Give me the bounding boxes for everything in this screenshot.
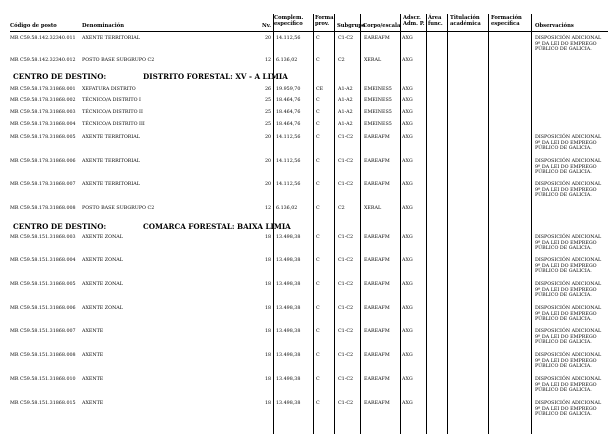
- cell-code: MR C59.58.142.32340.011: [10, 36, 76, 41]
- header-complemento: Complem. específico: [274, 15, 304, 27]
- cell-fp: CE: [316, 87, 324, 92]
- cell-den: AXENTE TERRITORIAL: [82, 135, 140, 140]
- cell-comp: 13.498,38: [276, 282, 301, 287]
- column-divider: [400, 14, 401, 434]
- cell-den: AXENTE: [82, 377, 104, 382]
- cell-fp: C: [316, 110, 320, 115]
- cell-corpo: EMEINES5: [364, 110, 392, 115]
- cell-nv: 12: [265, 58, 272, 63]
- cell-adscr: AXG: [402, 98, 413, 103]
- cell-obs: DISPOSICIÓN ADICIONAL 9ª DA LEI DO EMPREGO PÚBLICO DE GALICIA.: [535, 329, 602, 346]
- cell-obs: DISPOSICIÓN ADICIONAL 9ª DA LEI DO EMPREGO PÚBLICO DE GALICIA.: [535, 306, 602, 323]
- cell-fp: C: [316, 258, 320, 263]
- cell-code: MR C59.58.178.31868.006: [10, 159, 76, 164]
- cell-den: XEFATURA DISTRITO: [82, 87, 136, 92]
- cell-adscr: AXG: [402, 306, 413, 311]
- header-area: Área func.: [428, 15, 443, 27]
- cell-code: MR C59.58.151.31868.015: [10, 401, 76, 406]
- cell-nv: 25: [265, 110, 272, 115]
- cell-obs: DISPOSICIÓN ADICIONAL 9ª DA LEI DO EMPREGO PÚBLICO DE GALICIA.: [535, 353, 602, 370]
- cell-obs: DISPOSICIÓN ADICIONAL 9ª DA LEI DO EMPREGO PÚBLICO DE GALICIA.: [535, 135, 602, 152]
- column-divider: [426, 14, 427, 434]
- cell-code: MR C59.58.151.31868.008: [10, 353, 76, 358]
- cell-corpo: EMEINES5: [364, 98, 392, 103]
- section-heading: [13, 222, 291, 231]
- cell-code: MR C59.58.178.31868.004: [10, 122, 76, 127]
- cell-adscr: AXG: [402, 329, 413, 334]
- header-nivel: Nv.: [262, 23, 272, 29]
- table-row: [10, 135, 608, 152]
- cell-nv: 18: [265, 258, 272, 263]
- cell-code: MR C59.58.178.31868.005: [10, 135, 76, 140]
- cell-den: POSTO BASE SUBGRUPO C2: [82, 58, 155, 63]
- cell-comp: 18.464,76: [276, 122, 301, 127]
- cell-code: MR C59.58.151.31868.003: [10, 235, 76, 240]
- header-forma: Forma prov.: [315, 15, 334, 27]
- cell-fp: C: [316, 58, 320, 63]
- cell-code: MR C59.58.151.31868.007: [10, 329, 76, 334]
- cell-corpo: EAREAFM: [364, 36, 390, 41]
- cell-comp: 6.136,02: [276, 58, 298, 63]
- column-divider: [447, 14, 448, 434]
- cell-sub: C1-C2: [338, 36, 354, 41]
- table-row: [10, 98, 608, 110]
- cell-adscr: AXG: [402, 36, 413, 41]
- header-titulacion: Titulación académica: [450, 15, 481, 27]
- cell-fp: C: [316, 36, 320, 41]
- table-header: [10, 12, 608, 32]
- table-row: [10, 282, 608, 299]
- cell-fp: C: [316, 329, 320, 334]
- cell-nv: 18: [265, 401, 272, 406]
- cell-code: MR C59.58.178.31868.001: [10, 87, 76, 92]
- cell-comp: 14.112,56: [276, 159, 301, 164]
- cell-sub: A1-A2: [338, 122, 353, 127]
- cell-sub: C1-C2: [338, 135, 354, 140]
- cell-comp: 13.498,38: [276, 306, 301, 311]
- cell-obs: DISPOSICIÓN ADICIONAL 9ª DA LEI DO EMPREGO PÚBLICO DE GALICIA.: [535, 401, 602, 418]
- cell-corpo: EAREAFM: [364, 182, 390, 187]
- cell-code: MR C59.58.151.31868.006: [10, 306, 76, 311]
- section-heading: [13, 72, 288, 81]
- column-divider: [360, 14, 361, 434]
- cell-nv: 20: [265, 36, 272, 41]
- cell-adscr: AXG: [402, 182, 413, 187]
- cell-corpo: EAREAFM: [364, 135, 390, 140]
- cell-corpo: EAREAFM: [364, 258, 390, 263]
- cell-comp: 14.112,56: [276, 182, 301, 187]
- table-row: [10, 401, 608, 418]
- table-row: [10, 306, 608, 323]
- cell-fp: C: [316, 282, 320, 287]
- table-row: [10, 377, 608, 394]
- cell-comp: 13.498,38: [276, 377, 301, 382]
- cell-den: AXENTE: [82, 353, 104, 358]
- table-row: [10, 159, 608, 176]
- cell-corpo: EMEINES5: [364, 87, 392, 92]
- cell-fp: C: [316, 98, 320, 103]
- cell-fp: C: [316, 122, 320, 127]
- header-adscr: Adscr. Adm. P.: [403, 15, 425, 27]
- cell-comp: 13.498,38: [276, 235, 301, 240]
- cell-nv: 18: [265, 235, 272, 240]
- section-label: CENTRO DE DESTINO:: [13, 222, 107, 231]
- cell-corpo: EMEINES5: [364, 122, 392, 127]
- cell-fp: C: [316, 306, 320, 311]
- cell-sub: C1-C2: [338, 377, 354, 382]
- section-name: DISTRITO FORESTAL: XV - A LIMIA: [143, 72, 288, 81]
- cell-den: TÉCNICO/A DISTRITO I: [82, 98, 141, 103]
- cell-sub: C1-C2: [338, 353, 354, 358]
- cell-code: MR C59.58.178.31868.002: [10, 98, 76, 103]
- cell-corpo: EAREAFM: [364, 282, 390, 287]
- column-divider: [334, 14, 335, 434]
- cell-comp: 13.498,38: [276, 353, 301, 358]
- cell-den: TÉCNICO/A DISTRITO II: [82, 110, 143, 115]
- cell-adscr: AXG: [402, 258, 413, 263]
- cell-sub: C1-C2: [338, 258, 354, 263]
- cell-fp: C: [316, 353, 320, 358]
- cell-den: TÉCNICO/A DISTRITO III: [82, 122, 145, 127]
- cell-comp: 13.498,38: [276, 401, 301, 406]
- table-row: [10, 58, 608, 70]
- cell-den: AXENTE TERRITORIAL: [82, 36, 140, 41]
- cell-den: AXENTE ZONAL: [82, 306, 123, 311]
- cell-nv: 18: [265, 282, 272, 287]
- cell-adscr: AXG: [402, 353, 413, 358]
- cell-obs: DISPOSICIÓN ADICIONAL 9ª DA LEI DO EMPREGO PÚBLICO DE GALICIA.: [535, 182, 602, 199]
- cell-code: MR C59.58.178.31868.003: [10, 110, 76, 115]
- cell-corpo: EAREAFM: [364, 329, 390, 334]
- table-row: [10, 182, 608, 199]
- column-divider: [531, 14, 532, 434]
- cell-nv: 25: [265, 122, 272, 127]
- cell-nv: 18: [265, 353, 272, 358]
- cell-sub: A1-A2: [338, 87, 353, 92]
- cell-sub: C1-C2: [338, 329, 354, 334]
- table-row: [10, 258, 608, 275]
- cell-fp: C: [316, 206, 320, 211]
- cell-den: POSTO BASE SUBGRUPO C2: [82, 206, 155, 211]
- table-row: [10, 353, 608, 370]
- table-row: [10, 329, 608, 346]
- cell-comp: 14.112,56: [276, 135, 301, 140]
- cell-sub: C1-C2: [338, 401, 354, 406]
- cell-fp: C: [316, 377, 320, 382]
- cell-code: MR C59.58.151.31868.005: [10, 282, 76, 287]
- cell-code: MR C59.58.151.31868.010: [10, 377, 76, 382]
- cell-comp: 13.498,38: [276, 258, 301, 263]
- table-row: [10, 122, 608, 134]
- cell-adscr: AXG: [402, 401, 413, 406]
- cell-obs: DISPOSICIÓN ADICIONAL 9ª DA LEI DO EMPREGO PÚBLICO DE GALICIA.: [535, 282, 602, 299]
- cell-adscr: AXG: [402, 110, 413, 115]
- cell-den: AXENTE ZONAL: [82, 258, 123, 263]
- cell-corpo: EAREAFM: [364, 353, 390, 358]
- cell-adscr: AXG: [402, 122, 413, 127]
- cell-comp: 13.498,38: [276, 329, 301, 334]
- cell-code: MR C59.58.178.31868.007: [10, 182, 76, 187]
- cell-fp: C: [316, 135, 320, 140]
- cell-nv: 18: [265, 306, 272, 311]
- cell-corpo: EAREAFM: [364, 235, 390, 240]
- cell-den: AXENTE: [82, 401, 104, 406]
- cell-adscr: AXG: [402, 377, 413, 382]
- header-subgrupo: Subgrupo: [337, 23, 366, 29]
- cell-nv: 12: [265, 206, 272, 211]
- cell-comp: 6.136,02: [276, 206, 298, 211]
- cell-obs: DISPOSICIÓN ADICIONAL 9ª DA LEI DO EMPREGO PÚBLICO DE GALICIA.: [535, 235, 602, 252]
- header-corpo: Corpo/escala: [363, 23, 401, 29]
- cell-nv: 20: [265, 135, 272, 140]
- cell-fp: C: [316, 235, 320, 240]
- cell-fp: C: [316, 401, 320, 406]
- cell-sub: A1-A2: [338, 98, 353, 103]
- cell-den: AXENTE: [82, 329, 104, 334]
- cell-nv: 20: [265, 159, 272, 164]
- cell-den: AXENTE TERRITORIAL: [82, 182, 140, 187]
- column-divider: [488, 14, 489, 434]
- section-label: CENTRO DE DESTINO:: [13, 72, 107, 81]
- header-formacion: Formación específica: [491, 15, 522, 27]
- cell-comp: 14.112,56: [276, 36, 301, 41]
- cell-sub: C2: [338, 206, 345, 211]
- cell-adscr: AXG: [402, 235, 413, 240]
- cell-corpo: XERAL: [364, 206, 382, 211]
- cell-code: MR C59.58.178.31868.008: [10, 206, 76, 211]
- cell-fp: C: [316, 159, 320, 164]
- cell-obs: DISPOSICIÓN ADICIONAL 9ª DA LEI DO EMPREGO PÚBLICO DE GALICIA.: [535, 377, 602, 394]
- cell-corpo: EAREAFM: [364, 401, 390, 406]
- cell-adscr: AXG: [402, 135, 413, 140]
- header-denominacion: Denominación: [82, 23, 124, 29]
- table-row: [10, 206, 608, 218]
- header-codigo: Código de posto: [10, 23, 57, 29]
- cell-code: MR C59.58.151.31868.004: [10, 258, 76, 263]
- cell-comp: 18.464,76: [276, 98, 301, 103]
- cell-corpo: XERAL: [364, 58, 382, 63]
- cell-sub: C1-C2: [338, 235, 354, 240]
- cell-adscr: AXG: [402, 282, 413, 287]
- cell-obs: DISPOSICIÓN ADICIONAL 9ª DA LEI DO EMPREGO PÚBLICO DE GALICIA.: [535, 159, 602, 176]
- cell-nv: 18: [265, 329, 272, 334]
- cell-nv: 25: [265, 98, 272, 103]
- cell-den: AXENTE ZONAL: [82, 235, 123, 240]
- cell-comp: 18.464,76: [276, 110, 301, 115]
- header-observacions: Observacións: [535, 23, 574, 29]
- cell-sub: C2: [338, 58, 345, 63]
- cell-obs: DISPOSICIÓN ADICIONAL 9ª DA LEI DO EMPREGO PÚBLICO DE GALICIA.: [535, 36, 602, 53]
- table-row: [10, 36, 608, 53]
- cell-sub: A1-A2: [338, 110, 353, 115]
- cell-den: AXENTE TERRITORIAL: [82, 159, 140, 164]
- cell-sub: C1-C2: [338, 306, 354, 311]
- cell-corpo: EAREAFM: [364, 377, 390, 382]
- cell-adscr: AXG: [402, 87, 413, 92]
- cell-sub: C1-C2: [338, 182, 354, 187]
- cell-nv: 20: [265, 182, 272, 187]
- cell-nv: 26: [265, 87, 272, 92]
- cell-den: AXENTE ZONAL: [82, 282, 123, 287]
- cell-corpo: EAREAFM: [364, 306, 390, 311]
- cell-nv: 18: [265, 377, 272, 382]
- cell-adscr: AXG: [402, 159, 413, 164]
- cell-sub: C1-C2: [338, 282, 354, 287]
- cell-adscr: AXG: [402, 58, 413, 63]
- table-row: [10, 110, 608, 122]
- column-divider: [313, 14, 314, 434]
- section-name: COMARCA FORESTAL: BAIXA LIMIA: [143, 222, 291, 231]
- cell-adscr: AXG: [402, 206, 413, 211]
- cell-obs: DISPOSICIÓN ADICIONAL 9ª DA LEI DO EMPREGO PÚBLICO DE GALICIA.: [535, 258, 602, 275]
- table-row: [10, 235, 608, 252]
- cell-comp: 19.959,70: [276, 87, 301, 92]
- cell-fp: C: [316, 182, 320, 187]
- cell-sub: C1-C2: [338, 159, 354, 164]
- header-divider: [10, 31, 608, 32]
- cell-code: MR C59.58.142.32340.012: [10, 58, 76, 63]
- cell-corpo: EAREAFM: [364, 159, 390, 164]
